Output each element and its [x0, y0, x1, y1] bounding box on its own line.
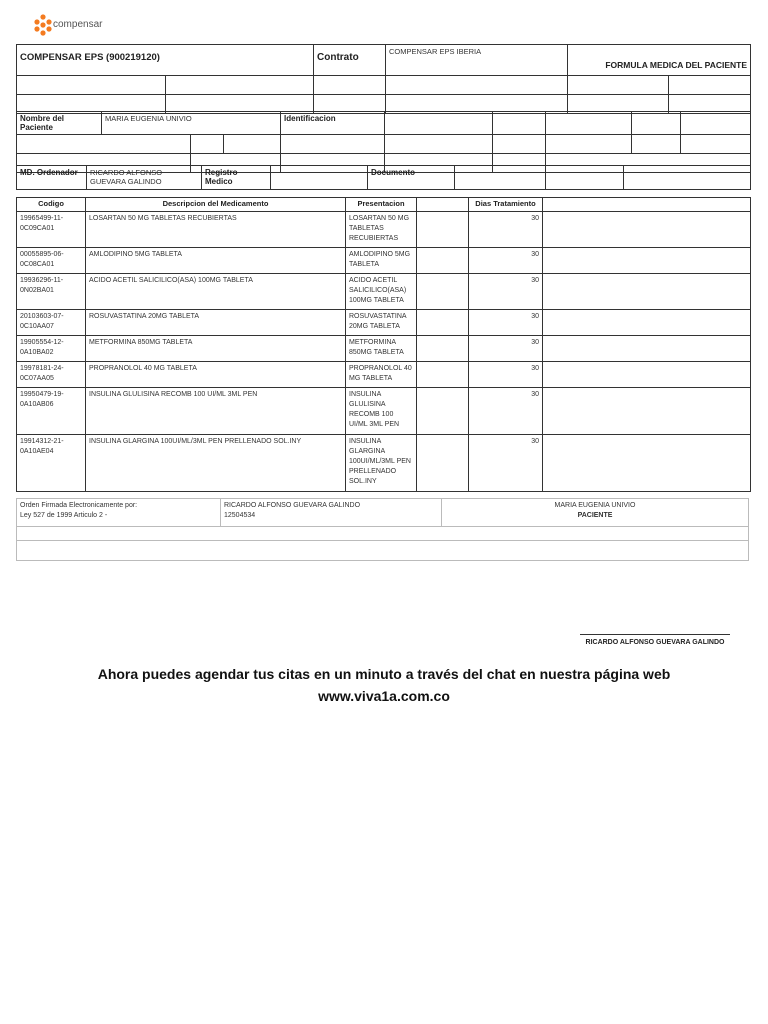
med-descripcion: LOSARTAN 50 MG TABLETAS RECUBIERTAS — [86, 212, 346, 248]
signature-table — [16, 498, 749, 561]
footer-website-link[interactable]: www.viva1a.com.co — [318, 688, 450, 704]
med-descripcion: METFORMINA 850MG TABLETA — [86, 336, 346, 362]
med-presentacion: ROSUVASTATINA 20MG TABLETA — [346, 310, 417, 336]
med-codigo: 19914312-21-0A10AE04 — [17, 435, 86, 492]
medications-table — [16, 197, 751, 492]
signing-doctor-name: RICARDO ALFONSO GUEVARA GALINDO — [224, 502, 361, 509]
med-descripcion: ACIDO ACETIL SALICILICO(ASA) 100MG TABLETA — [86, 274, 346, 310]
patient-name-label: Nombre del Paciente — [17, 112, 102, 135]
med-dias: 30 — [469, 388, 543, 435]
med-descripcion: ROSUVASTATINA 20MG TABLETA — [86, 310, 346, 336]
col-presentacion: Presentacion — [346, 198, 417, 212]
table-row — [17, 212, 751, 248]
table-row — [17, 435, 751, 492]
med-dias: 30 — [469, 362, 543, 388]
orden-firmada: Orden Firmada Electronicamente por: Ley 527 de 1999 Articulo 2 - — [17, 499, 221, 527]
col-dias: Dias Tratamiento — [469, 198, 543, 212]
form-title: FORMULA MEDICA DEL PACIENTE — [568, 45, 751, 76]
logo — [33, 14, 113, 36]
med-presentacion: INSULINA GLULISINA RECOMB 100 UI/ML 3ML PEN — [346, 388, 417, 435]
signature-line — [580, 634, 730, 635]
table-row — [17, 310, 751, 336]
eps-name: COMPENSAR EPS (900219120) — [17, 45, 314, 76]
col-codigo: Codigo — [17, 198, 86, 212]
patient-role: PACIENTE — [577, 512, 613, 519]
med-descripcion: INSULINA GLULISINA RECOMB 100 UI/ML 3ML PEN — [86, 388, 346, 435]
signer-name: RICARDO ALFONSO GUEVARA GALINDO — [585, 639, 725, 646]
med-presentacion: METFORMINA 850MG TABLETA — [346, 336, 417, 362]
registro-label: Registro Medico — [202, 166, 271, 190]
footer-message: Ahora puedes agendar tus citas en un minuto a través del chat en nuestra página web — [97, 666, 671, 682]
med-dias: 30 — [469, 212, 543, 248]
contrato-value: COMPENSAR EPS IBERIA — [386, 45, 568, 76]
med-presentacion: LOSARTAN 50 MG TABLETAS RECUBIERTAS — [346, 212, 417, 248]
med-presentacion: PROPRANOLOL 40 MG TABLETA — [346, 362, 417, 388]
doctor-value: RICARDO ALFONSO GUEVARA GALINDO — [87, 166, 202, 190]
med-codigo: 19905554-12-0A10BA02 — [17, 336, 86, 362]
med-descripcion: AMLODIPINO 5MG TABLETA — [86, 248, 346, 274]
table-row — [17, 388, 751, 435]
med-codigo: 19978181-24-0C07AA05 — [17, 362, 86, 388]
med-dias: 30 — [469, 336, 543, 362]
compensar-logo-icon — [33, 14, 53, 36]
med-codigo: 19965499-11-0C09CA01 — [17, 212, 86, 248]
table-row — [17, 362, 751, 388]
med-dias: 30 — [469, 435, 543, 492]
patient-signature — [442, 499, 749, 527]
col-descripcion: Descripcion del Medicamento — [86, 198, 346, 212]
header-table — [16, 44, 751, 114]
med-descripcion: INSULINA GLARGINA 100UI/ML/3ML PEN PRELLENADO SOL.INY — [86, 435, 346, 492]
signing-doctor-id: 12504534 — [224, 512, 256, 519]
documento-label: Documento — [368, 166, 455, 190]
doctor-table — [16, 165, 751, 190]
identificacion-label: Identificacion — [281, 112, 385, 135]
signing-doctor — [221, 499, 442, 527]
contrato-label: Contrato — [314, 45, 386, 76]
med-presentacion: INSULINA GLARGINA 100UI/ML/3ML PEN PRELLENADO SOL.INY — [346, 435, 417, 492]
patient-table — [16, 111, 751, 173]
med-codigo: 19950479-19-0A10AB06 — [17, 388, 86, 435]
table-row — [17, 336, 751, 362]
table-row — [17, 248, 751, 274]
logo-text: compensar — [53, 19, 103, 30]
med-dias: 30 — [469, 248, 543, 274]
med-presentacion: ACIDO ACETIL SALICILICO(ASA) 100MG TABLETA — [346, 274, 417, 310]
patient-signature-name: MARIA EUGENIA UNIVIO — [554, 502, 636, 509]
med-presentacion: AMLODIPINO 5MG TABLETA — [346, 248, 417, 274]
table-row — [17, 274, 751, 310]
med-codigo: 20103603-07-0C10AA07 — [17, 310, 86, 336]
doctor-label: MD. Ordenador — [17, 166, 87, 190]
med-descripcion: PROPRANOLOL 40 MG TABLETA — [86, 362, 346, 388]
med-dias: 30 — [469, 274, 543, 310]
med-codigo: 00055895-06-0C08CA01 — [17, 248, 86, 274]
patient-name-value: MARIA EUGENIA UNIVIO — [102, 112, 281, 135]
med-dias: 30 — [469, 310, 543, 336]
med-codigo: 19936296-11-0N02BA01 — [17, 274, 86, 310]
medications-header-row — [17, 198, 751, 212]
